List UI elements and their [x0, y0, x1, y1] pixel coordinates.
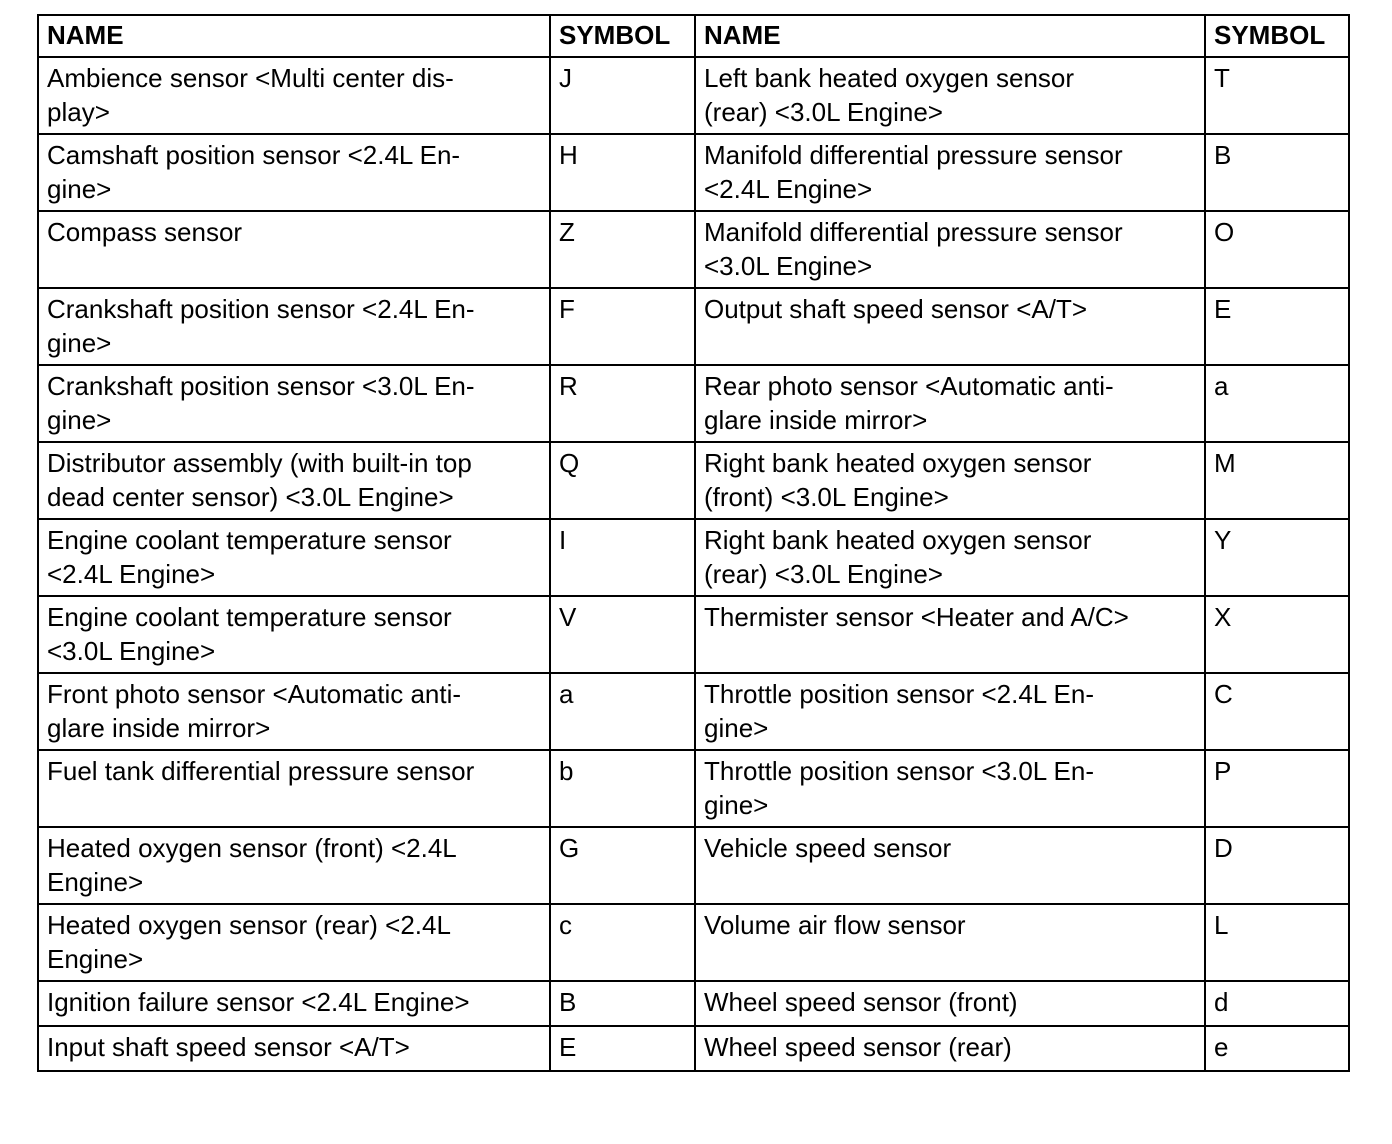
left-symbol-cell [550, 519, 695, 596]
header-symbol-left: SYMBOL [550, 15, 695, 57]
sensor-name: Crankshaft position sensor <3.0L En- gine> [47, 371, 475, 435]
right-name-cell [695, 365, 1205, 442]
sensor-name: Rear photo sensor <Automatic anti- glare inside mirror> [704, 371, 1114, 435]
left-symbol-cell [550, 134, 695, 211]
right-symbol-cell [1205, 211, 1349, 288]
sensor-symbol: E [559, 1032, 577, 1062]
table-row [38, 442, 1349, 519]
right-symbol-cell [1205, 981, 1349, 1026]
left-symbol-cell [550, 827, 695, 904]
table-row [38, 673, 1349, 750]
table-header-row [38, 15, 1349, 57]
sensor-symbol: b [559, 756, 574, 786]
sensor-symbol: c [559, 910, 572, 940]
left-name-cell [38, 1026, 550, 1071]
sensor-name: Distributor assembly (with built-in top dead center sensor) <3.0L Engine> [47, 448, 472, 512]
left-symbol-cell [550, 673, 695, 750]
sensor-symbol: B [559, 987, 577, 1017]
sensor-symbol: X [1214, 602, 1232, 632]
right-name-cell [695, 596, 1205, 673]
sensor-name: Camshaft position sensor <2.4L En- gine> [47, 140, 461, 204]
right-symbol-cell [1205, 365, 1349, 442]
right-symbol-cell [1205, 519, 1349, 596]
table-row [38, 134, 1349, 211]
sensor-name: Volume air flow sensor [704, 910, 966, 940]
right-name-cell [695, 750, 1205, 827]
sensor-symbol: O [1214, 217, 1235, 247]
left-name-cell [38, 981, 550, 1026]
sensor-name: Throttle position sensor <3.0L En- gine> [704, 756, 1094, 820]
left-name-cell [38, 596, 550, 673]
right-symbol-cell [1205, 1026, 1349, 1071]
left-name-cell [38, 904, 550, 981]
sensor-name: Right bank heated oxygen sensor (rear) <3.0L Engine> [704, 525, 1092, 589]
left-name-cell [38, 519, 550, 596]
sensor-name: Ambience sensor <Multi center dis- play> [47, 63, 454, 127]
sensor-symbol: B [1214, 140, 1232, 170]
right-symbol-cell [1205, 750, 1349, 827]
sensor-name: Manifold differential pressure sensor <2.4L Engine> [704, 140, 1123, 204]
sensor-symbol: P [1214, 756, 1232, 786]
right-symbol-cell [1205, 904, 1349, 981]
left-symbol-cell [550, 904, 695, 981]
left-name-cell [38, 442, 550, 519]
table-row [38, 596, 1349, 673]
right-symbol-cell [1205, 134, 1349, 211]
right-name-cell [695, 519, 1205, 596]
sensor-name: Ignition failure sensor <2.4L Engine> [47, 987, 470, 1017]
left-symbol-cell [550, 442, 695, 519]
right-name-cell [695, 673, 1205, 750]
sensor-name: Front photo sensor <Automatic anti- glare inside mirror> [47, 679, 462, 743]
sensor-symbol: T [1214, 63, 1230, 93]
table-row [38, 211, 1349, 288]
sensor-name: Left bank heated oxygen sensor (rear) <3.0L Engine> [704, 63, 1075, 127]
sensor-symbol: Y [1214, 525, 1232, 555]
left-symbol-cell [550, 596, 695, 673]
left-name-cell [38, 750, 550, 827]
sensor-name: Wheel speed sensor (front) [704, 987, 1018, 1017]
sensor-symbol: a [1214, 371, 1229, 401]
right-symbol-cell [1205, 57, 1349, 134]
sensor-name: Crankshaft position sensor <2.4L En- gine> [47, 294, 475, 358]
sensor-symbol: C [1214, 679, 1233, 709]
left-name-cell [38, 134, 550, 211]
sensor-name: Engine coolant temperature sensor <3.0L Engine> [47, 602, 452, 666]
sensor-symbol: e [1214, 1032, 1229, 1062]
left-name-cell [38, 57, 550, 134]
header-name-right: NAME [695, 15, 1205, 57]
right-name-cell [695, 442, 1205, 519]
right-name-cell [695, 288, 1205, 365]
sensor-name: Input shaft speed sensor <A/T> [47, 1032, 410, 1062]
right-name-cell [695, 827, 1205, 904]
left-symbol-cell [550, 981, 695, 1026]
header-symbol-right: SYMBOL [1205, 15, 1349, 57]
sensor-name: Engine coolant temperature sensor <2.4L Engine> [47, 525, 452, 589]
right-name-cell [695, 57, 1205, 134]
sensor-symbol: H [559, 140, 578, 170]
sensor-symbol: Z [559, 217, 575, 247]
table-row [38, 365, 1349, 442]
right-name-cell [695, 904, 1205, 981]
table-row [38, 288, 1349, 365]
right-symbol-cell [1205, 288, 1349, 365]
sensor-symbol-table [37, 14, 1350, 1072]
table-row [38, 827, 1349, 904]
left-symbol-cell [550, 57, 695, 134]
sensor-symbol: d [1214, 987, 1229, 1017]
sensor-name: Compass sensor [47, 217, 243, 247]
table-row [38, 57, 1349, 134]
sensor-name: Right bank heated oxygen sensor (front) <3.0L Engine> [704, 448, 1092, 512]
left-symbol-cell [550, 211, 695, 288]
sensor-symbol: J [559, 63, 572, 93]
sensor-symbol: R [559, 371, 578, 401]
sensor-name: Heated oxygen sensor (front) <2.4L Engine> [47, 833, 457, 897]
left-symbol-cell [550, 288, 695, 365]
left-name-cell [38, 211, 550, 288]
right-name-cell [695, 211, 1205, 288]
header-name-left: NAME [38, 15, 550, 57]
sensor-name: Heated oxygen sensor (rear) <2.4L Engine> [47, 910, 451, 974]
left-name-cell [38, 673, 550, 750]
table-row [38, 981, 1349, 1026]
sensor-name: Manifold differential pressure sensor <3.0L Engine> [704, 217, 1123, 281]
right-symbol-cell [1205, 596, 1349, 673]
right-name-cell [695, 981, 1205, 1026]
sensor-symbol: D [1214, 833, 1233, 863]
left-symbol-cell [550, 1026, 695, 1071]
table-row [38, 519, 1349, 596]
sensor-symbol: F [559, 294, 575, 324]
right-name-cell [695, 134, 1205, 211]
sensor-symbol: I [559, 525, 567, 555]
table-row [38, 750, 1349, 827]
right-symbol-cell [1205, 827, 1349, 904]
left-name-cell [38, 827, 550, 904]
left-symbol-cell [550, 750, 695, 827]
sensor-symbol: Q [559, 448, 580, 478]
sensor-symbol: M [1214, 448, 1236, 478]
right-symbol-cell [1205, 673, 1349, 750]
sensor-name: Wheel speed sensor (rear) [704, 1032, 1012, 1062]
sensor-name: Output shaft speed sensor <A/T> [704, 294, 1088, 324]
sensor-symbol: V [559, 602, 577, 632]
left-name-cell [38, 288, 550, 365]
right-name-cell [695, 1026, 1205, 1071]
right-symbol-cell [1205, 442, 1349, 519]
sensor-name: Throttle position sensor <2.4L En- gine> [704, 679, 1094, 743]
left-name-cell [38, 365, 550, 442]
sensor-symbol: a [559, 679, 574, 709]
sensor-name: Thermister sensor <Heater and A/C> [704, 602, 1129, 632]
table-body [38, 57, 1349, 1071]
sensor-symbol: E [1214, 294, 1232, 324]
sensor-symbol: G [559, 833, 580, 863]
sensor-symbol: L [1214, 910, 1229, 940]
left-symbol-cell [550, 365, 695, 442]
sensor-name: Vehicle speed sensor [704, 833, 952, 863]
table-row [38, 904, 1349, 981]
sensor-name: Fuel tank differential pressure sensor [47, 756, 475, 786]
table-row [38, 1026, 1349, 1071]
